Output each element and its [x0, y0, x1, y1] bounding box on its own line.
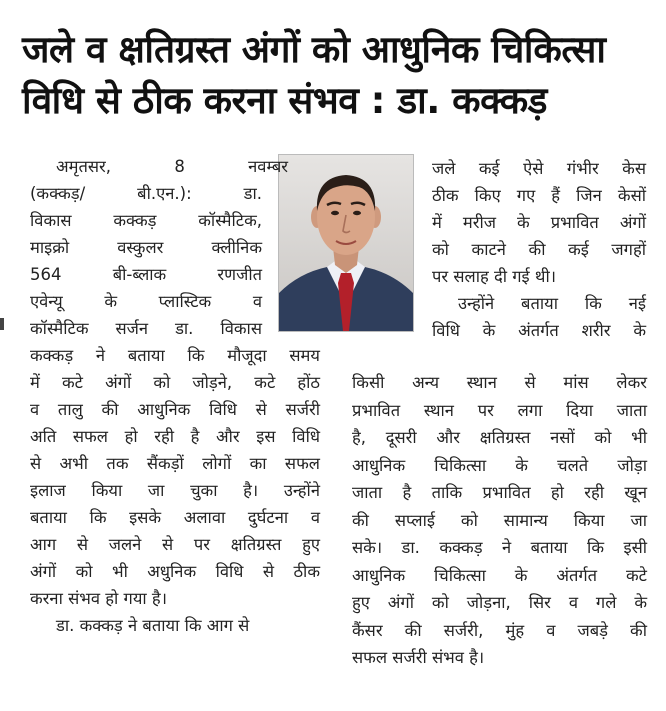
article-column-1 [30, 153, 320, 639]
text-line: (कक्कड़/ बी.एन.): डा. [30, 184, 262, 203]
text-line: अंगों को भी अधुनिक विधि से ठीक [30, 562, 320, 581]
text-line: जले कई ऐसे गंभीर केस [432, 159, 646, 178]
text-line: करना संभव हो गया है। [30, 589, 167, 608]
headline [22, 24, 652, 126]
text-line: 564 बी-ब्लाक रणजीत [30, 265, 262, 284]
text-line: पर सलाह दी गई थी। [432, 267, 556, 286]
text-line: प्रभावित स्थान पर लगा दिया जाता [352, 400, 647, 420]
text-line: माइक्रो वस्कुलर क्लीनिक [30, 238, 262, 257]
text-line: कॉस्मैटिक सर्जन डा. विकास [30, 319, 262, 338]
text-line: आधुनिक चिकित्सा के चलते जोड़ा [352, 455, 647, 475]
text-line: आग से जलने से पर क्षतिग्रस्त हुए [30, 535, 320, 554]
fold-mark [0, 318, 4, 330]
text-line: डा. कक्कड़ ने बताया कि आग से [56, 616, 250, 635]
text-line: विधि के अंतर्गत शरीर के [432, 321, 646, 340]
text-line: किसी अन्य स्थान से मांस लेकर [352, 373, 647, 392]
text-line: कैंसर की सर्जरी, मुंह व जबड़े की [352, 620, 647, 640]
text-line: की सप्लाई को सामान्य किया जा [352, 510, 647, 530]
text-line: में मरीज के प्रभावित अंगों [432, 213, 646, 232]
text-line: से अभी तक सैंकड़ों लोगों का सफल [30, 454, 320, 473]
text-line: में कटे अंगों को जोड़ने, कटे होंठ [30, 373, 320, 392]
text-line: हुए अंगों को जोड़ना, सिर व गले के [352, 593, 647, 612]
text-line: अति सफल हो रही है और इस विधि [30, 427, 320, 446]
text-line: कक्कड़ ने बताया कि मौजूदा समय [30, 346, 320, 365]
text-line: सफल सर्जरी संभव है। [352, 648, 485, 667]
text-line: अमृतसर, 8 नवम्बर [56, 157, 288, 176]
text-line: विकास कक्कड़ कॉस्मैटिक, [30, 211, 262, 230]
text-line: सके। डा. कक्कड़ ने बताया कि इसी [352, 538, 647, 557]
article-column-2 [432, 155, 646, 344]
headline-line-2: विधि से ठीक करना संभव : डा. कक्कड़ [22, 79, 547, 122]
text-line: बताया कि इसके अलावा दुर्घटना व [30, 508, 320, 527]
text-line: इलाज किया जा चुका है। उन्होंने [30, 481, 320, 500]
text-line: व तालु की आधुनिक विधि से सर्जरी [30, 400, 320, 419]
text-line: उन्होंने बताया कि नई [458, 294, 646, 313]
text-line: आधुनिक चिकित्सा के अंतर्गत कटे [352, 565, 647, 585]
text-line: ठीक किए गए हैं जिन केसों [432, 186, 646, 205]
text-line: को काटने की कई जगहों [432, 240, 646, 259]
article-column-3 [352, 369, 647, 672]
text-line: जाता है ताकि प्रभावित हो रही खून [352, 483, 647, 502]
headline-line-1: जले व क्षतिग्रस्त अंगों को आधुनिक चिकित्सा [22, 28, 606, 71]
text-line: एवेन्यू के प्लास्टिक व [30, 292, 262, 311]
text-line: है, दूसरी और क्षतिग्रस्त नसों को भी [352, 428, 647, 447]
